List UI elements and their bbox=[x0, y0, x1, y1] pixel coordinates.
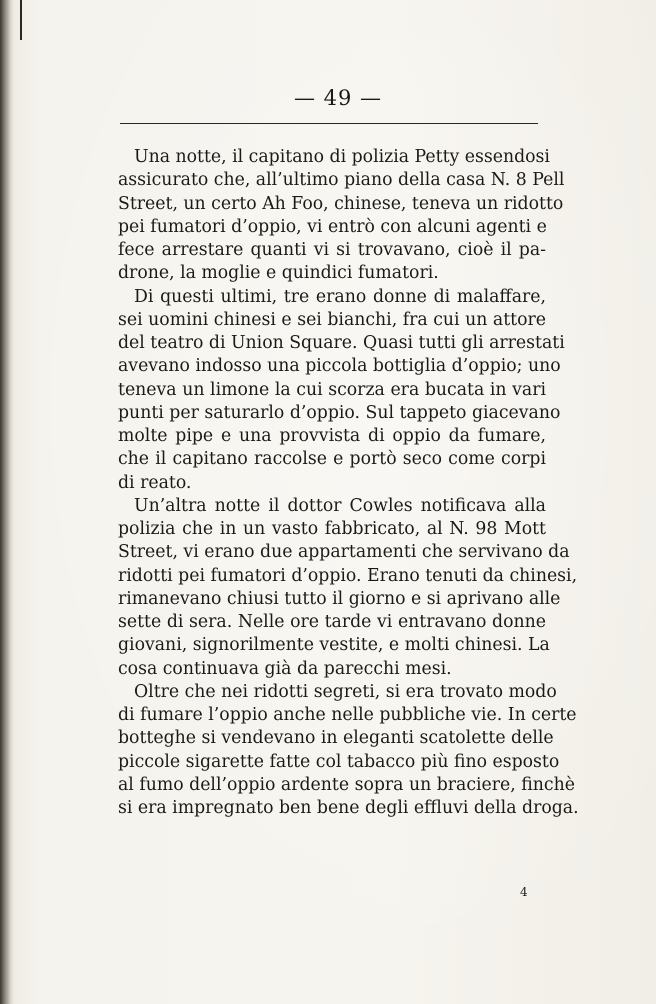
paragraph bbox=[118, 681, 579, 821]
text-line: giovani, signorilmente vestite, e molti chinesi. La bbox=[118, 635, 550, 656]
text-line: sei uomini chinesi e sei bianchi, fra cui un attore bbox=[118, 309, 546, 330]
signature-mark: 4 bbox=[520, 885, 528, 899]
header-rule bbox=[120, 123, 538, 124]
text-line: Street, vi erano due appartamenti che servivano da bbox=[118, 542, 570, 563]
text-line: Oltre che nei ridotti segreti, si era trovato modo bbox=[134, 681, 557, 702]
text-line: pei fumatori d’oppio, vi entrò con alcuni agenti e bbox=[118, 216, 547, 237]
paragraph bbox=[118, 495, 578, 681]
text-line: rimanevano chiusi tutto il giorno e si aprivano alle bbox=[118, 588, 561, 609]
text-line: fece arrestare quanti vi si trovavano, cioè il pa- bbox=[118, 240, 546, 260]
body-text bbox=[118, 146, 579, 820]
text-line: assicurato che, all’ultimo piano della casa N. 8 Pell bbox=[118, 170, 565, 191]
text-line: molte pipe e una provvista di oppio da fumare, bbox=[118, 426, 546, 446]
text-line: drone, la moglie e quindici fumatori. bbox=[118, 263, 439, 284]
text-line: teneva un limone la cui scorza era bucata in vari bbox=[118, 379, 546, 400]
text-line: di fumare l’oppio anche nelle pubbliche vie. In certe bbox=[118, 705, 577, 725]
binding-mark bbox=[20, 0, 22, 40]
text-line: del teatro di Union Square. Quasi tutti gli arrestati bbox=[118, 333, 565, 353]
text-line: avevano indosso una piccola bottiglia d’oppio; uno bbox=[118, 356, 561, 377]
text-line: Una notte, il capitano di polizia Petty essendosi bbox=[134, 147, 550, 167]
paragraph bbox=[118, 286, 565, 495]
text-line: Un’altra notte il dottor Cowles notificava alla bbox=[134, 495, 546, 516]
text-line: che il capitano raccolse e portò seco come corpi bbox=[118, 449, 546, 470]
paragraph bbox=[118, 146, 565, 286]
text-line: Di questi ultimi, tre erano donne di malaffare, bbox=[134, 286, 546, 307]
text-line: Street, un certo Ah Foo, chinese, teneva un ridotto bbox=[118, 193, 564, 214]
binding-shadow bbox=[0, 0, 14, 1004]
text-line: punti per saturarlo d’oppio. Sul tappeto giacevano bbox=[118, 402, 561, 423]
text-line: cosa continuava già da parecchi mesi. bbox=[118, 658, 452, 679]
text-line: sette di sera. Nelle ore tarde vi entravano donne bbox=[118, 612, 546, 632]
text-line: piccole sigarette fatte col tabacco più fino esposto bbox=[118, 751, 560, 772]
text-line: ridotti pei fumatori d’oppio. Erano tenuti da chinesi, bbox=[118, 565, 578, 586]
text-line: al fumo dell’oppio ardente sopra un braciere, finchè bbox=[118, 774, 575, 795]
page-number: — 49 — bbox=[293, 86, 383, 110]
text-line: di reato. bbox=[118, 472, 192, 493]
text-line: botteghe si vendevano in eleganti scatolette delle bbox=[118, 728, 554, 749]
text-line: si era impregnato ben bene degli effluvi della droga. bbox=[118, 798, 579, 818]
text-line: polizia che in un vasto fabbricato, al N. 98 Mott bbox=[118, 519, 546, 539]
